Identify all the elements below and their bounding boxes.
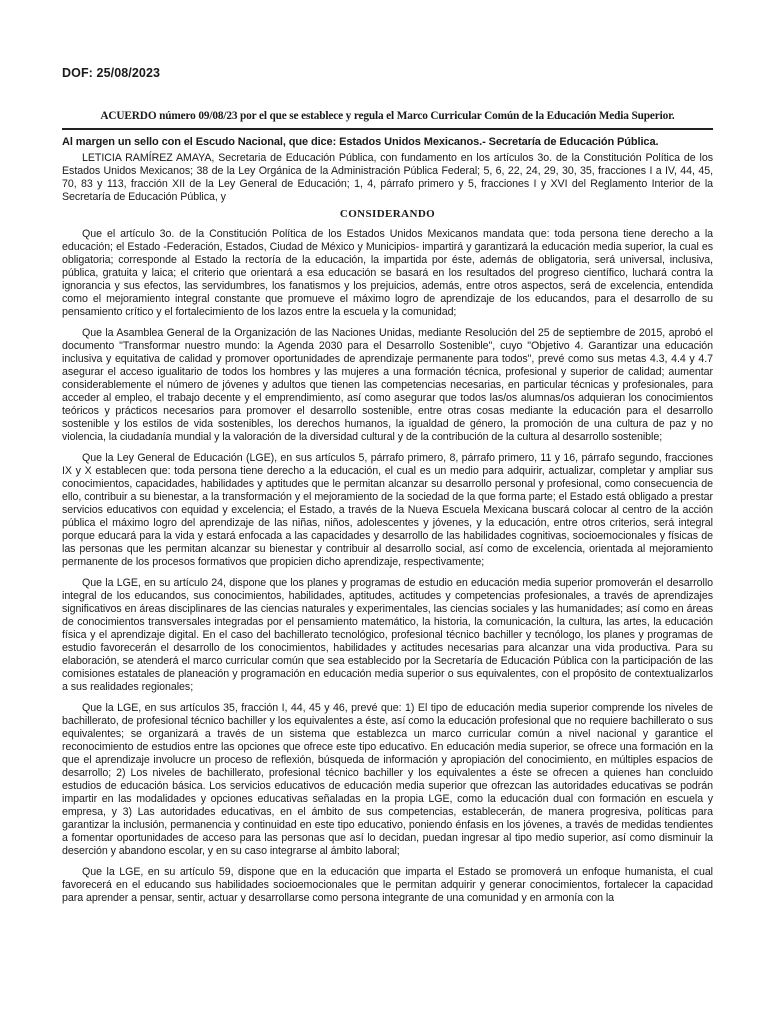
section-heading: CONSIDERANDO xyxy=(339,208,436,221)
paragraph-2: Que la Asamblea General de la Organización de las Naciones Unidas, mediante Resolución del 25 de septiembre de 2015, aprobó el documento "Transformar nuestro mundo: la Agenda 2030 para el Desarrollo Sostenible", cuyo "Objetivo 4. Garantizar una educación inclusiva y equitativa de calidad y promover oportunidades de aprendizaje permanente para todos", prevé como sus metas 4.3, 4.4 y 4.7 asegurar el acceso igualitario de todos los hombres y las mujeres a una formación técnica, profesional y superior de calidad; aumentar considerablemente el número de jóvenes y adultos que tienen las competencias necesarias, en particular técnicas y profesionales, para acceder al empleo, el trabajo decente y el emprendimiento, así como asegurar que todos las/os alumnas/os adquieran los conocimientos teóricos y prácticos necesarios para promover el desarrollo sostenible, entre otras cosas mediante la educación para el desarrollo sostenible y los estilos de vida sostenibles, los derechos humanos, la igualdad de género, la promoción de una cultura de paz y no violencia, la ciudadanía mundial y la valoración de la diversidad cultural y de la contribución de la cultura al desarrollo sostenible; xyxy=(62,327,713,444)
dof-date: DOF: 25/08/2023 xyxy=(62,66,161,80)
paragraph-3: Que la Ley General de Educación (LGE), en sus artículos 5, párrafo primero, 8, párrafo primero, 11 y 16, párrafo segundo, fracciones IX y X establecen que: toda persona tiene derecho a la educación, el cual es un medio para adquirir, actualizar, completar y ampliar sus conocimientos, capacidades, habilidades y aptitudes que le permitan alcanzar su desarrollo personal y profesional, como consecuencia de ello, contribuir a su bienestar, a la transformación y el mejoramiento de la sociedad de la que forma parte; el Estado está obligado a prestar servicios educativos con equidad y excelencia; el Estado, a través de la Nueva Escuela Mexicana buscará colocar al centro de la acción pública el máximo logro del aprendizaje de las niñas, niños, adolescentes y jóvenes, y la educación, entre otros criterios, será integral porque educará para la vida y estará enfocada a las capacidades y desarrollo de las habilidades cognitivas, socioemocionales y físicas de las personas que les permitan alcanzar su bienestar y contribuir al desarrollo social, así como de excelencia, orientada al mejoramiento permanente de los procesos formativos que propicien dicho aprendizaje, respectivamente; xyxy=(62,451,713,569)
paragraph-5: Que la LGE, en sus artículos 35, fracción I, 44, 45 y 46, prevé que: 1) El tipo de educación media superior comprende los niveles de bachillerato, de profesional técnico bachiller y los equivalentes a éste, así como la educación profesional que no requiere bachillerato o sus equivalentes; se organizará a través de un sistema que establezca un marco curricular común a nivel nacional y garantice el reconocimiento de estudios entre las opciones que ofrece este tipo educativo. En educación media superior, se ofrece una formación en la que el aprendizaje involucre un proceso de reflexión, búsqueda de información y apropiación del conocimiento, en múltiples espacios de desarrollo; 2) Los niveles de bachillerato, profesional técnico bachiller y los equivalentes a éste se ofrecen a quienes han concluido estudios de educación básica. Los servicios educativos de educación media superior que ofrezcan las autoridades educativas se podrán impartir en las modalidades y opciones educativas señaladas en la propia LGE, como la educación dual con formación en escuela y empresa, y 3) Las autoridades educativas, en el ámbito de sus competencias, establecerán, de manera progresiva, políticas para garantizar la inclusión, permanencia y continuidad en este tipo educativo, poniendo énfasis en los jóvenes, a través de medidas tendientes a fomentar oportunidades de acceso para las personas que así lo decidan, puedan ingresar al tipo medio superior, así como disminuir la deserción y abandono escolar, y en su caso integrarse al ámbito laboral; xyxy=(62,701,713,858)
paragraph-6: Que la LGE, en su artículo 59, dispone que en la educación que imparta el Estado se promoverá un enfoque humanista, el cual favorecerá en el educando sus habilidades socioemocionales que le permitan adquirir y generar conocimientos, fortalecer la capacidad para aprender a pensar, sentir, actuar y desarrollarse como persona integrante de una comunidad y en armonía con la xyxy=(62,865,713,904)
acuerdo-title: ACUERDO número 09/08/23 por el que se establece y regula el Marco Curricular Común de la Educación Media Superior. xyxy=(62,110,713,129)
margin-note: Al margen un sello con el Escudo Nacional, que dice: Estados Unidos Mexicanos.- Secretaría de Educación Pública. xyxy=(62,136,659,148)
document-body xyxy=(62,135,713,912)
paragraph-1: Que el artículo 3o. de la Constitución Política de los Estados Unidos Mexicanos mandata que: toda persona tiene derecho a la educación; el Estado -Federación, Estados, Ciudad de México y Municipios- impartirá y garantizará la educación media superior, la cual es obligatoria; corresponde al Estado la rectoría de la educación, la impartida por éste, además de obligatoria, será universal, inclusiva, pública, gratuita y laica; el criterio que orientará a esa educación se basará en los resultados del progreso científico, luchará contra la ignorancia y sus efectos, las servidumbres, los fanatismos y los prejuicios, además, entre otros aspectos, será de excelencia, entendida como el mejoramiento integral constante que promueve el máximo logro de aprendizaje de los educandos, para el desarrollo de su pensamiento crítico y el fortalecimiento de los lazos entre la escuela y la comunidad; xyxy=(62,228,713,319)
intro-paragraph: LETICIA RAMÍREZ AMAYA, Secretaria de Educación Pública, con fundamento en los artículos 3o. de la Constitución Política de los Estados Unidos Mexicanos; 38 de la Ley Orgánica de la Administración Pública Federal; 5, 6, 22, 24, 29, 30, 35, fracciones I a IV, 44, 45, 70, 83 y 113, fracción XII de la Ley General de Educación; 1, 4, párrafo primero y 5, fracciones I y XVI del Reglamento Interior de la Secretaría de Educación Pública, y xyxy=(62,152,713,204)
title-divider xyxy=(62,129,713,130)
paragraph-4: Que la LGE, en su artículo 24, dispone que los planes y programas de estudio en educación media superior promoverán el desarrollo integral de los educandos, sus conocimientos, habilidades, aptitudes, actitudes y competencias profesionales, a través de aprendizajes significativos en áreas disciplinares de las ciencias naturales y experimentales, las ciencias sociales y las humanidades; así como en áreas de conocimientos transversales integradas por el pensamiento matemático, la historia, la comunicación, la cultura, las artes, la educación física y el aprendizaje digital. En el caso del bachillerato tecnológico, profesional técnico bachiller y tecnólogo, los planes y programas de estudio favorecerán el desarrollo de los conocimientos, habilidades y actitudes necesarias para alcanzar una vida productiva. Para su elaboración, se atenderá el marco curricular común que sea establecido por la Secretaría de Educación Pública con la participación de las comisiones estatales de planeación y programación en educación media superior o sus equivalentes, con el propósito de contextualizarlos a sus realidades regionales; xyxy=(62,576,713,694)
